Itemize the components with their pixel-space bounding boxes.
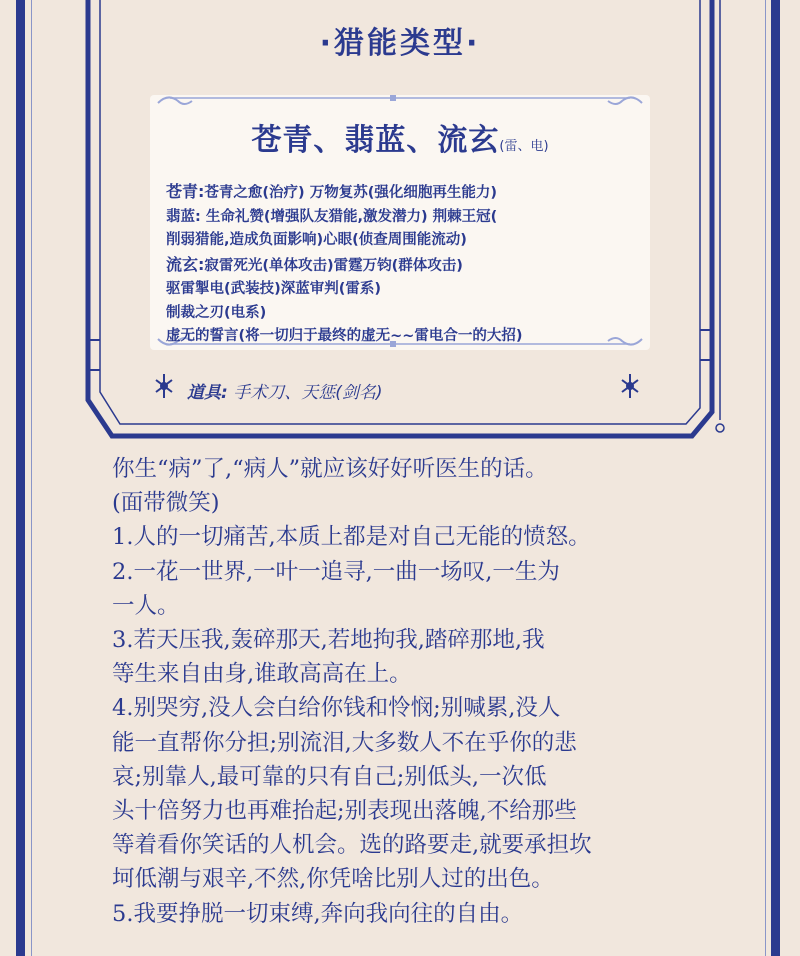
- quote-line: 1.人的一切痛苦,本质上都是对自己无能的愤怒。: [112, 524, 591, 551]
- card-heading-title: 苍青、翡蓝、流玄: [251, 123, 500, 158]
- skill-line: [166, 229, 656, 253]
- quote-line: 哀;别靠人,最可靠的只有自己;别低头,一次低: [112, 763, 547, 790]
- skill-text: 制裁之刃(电系): [166, 304, 267, 321]
- ornament-left-icon: [152, 372, 176, 400]
- section-title: ·猎能类型·: [319, 26, 481, 61]
- quote-line: 一人。: [112, 592, 180, 619]
- item-text: 手术刀、天惩(剑名): [233, 383, 383, 403]
- ornament-right-icon: [618, 372, 642, 400]
- quote-line: 坷低潮与艰辛,不然,你凭啥比别人过的出色。: [112, 866, 554, 893]
- skill-text: 虚无的誓言(将一切归于最终的虚无~~雷电合一的大招): [166, 328, 523, 344]
- skill-line: [166, 206, 656, 230]
- item-row: [187, 378, 382, 403]
- quote-line: 你生“病”了,“病人”就应该好好听医生的话。: [112, 456, 548, 482]
- skill-line: [166, 180, 656, 206]
- skill-line: [166, 278, 656, 302]
- quote-line: 4.别哭穷,没人会白给你钱和怜悯;别喊累,没人: [112, 695, 561, 722]
- skill-label: 流玄:: [166, 254, 205, 274]
- skill-line: [166, 302, 656, 326]
- skill-label: 苍青:: [166, 182, 205, 201]
- quote-line: 能一直帮你分担;别流泪,大多数人不在乎你的悲: [112, 729, 577, 756]
- quote-line: 等着看你笑话的人机会。选的路要走,就要承担坎: [112, 832, 592, 859]
- card-heading-sub: (雷、电): [499, 139, 549, 154]
- quote-line: 头十倍努力也再难抬起;别表现出落魄,不给那些: [112, 798, 577, 825]
- skill-text: 驱雷掣电(武装技)深蓝审判(雷系): [166, 281, 382, 297]
- quote-line: 3.若天压我,轰碎那天,若地拘我,踏碎那地,我: [112, 627, 545, 654]
- quotes-text: [112, 452, 712, 931]
- skills-list: [166, 180, 656, 349]
- skill-text: 翡蓝: 生命礼赞(增强队友猎能,激发潜力) 荆棘王冠(: [166, 208, 498, 225]
- quote-line: 2.一花一世界,一叶一追寻,一曲一场叹,一生为: [112, 558, 560, 585]
- skill-text: 削弱猎能,造成负面影响)心眼(侦查周围能流动): [166, 232, 467, 248]
- skill-text: 苍青之愈(治疗) 万物复苏(强化细胞再生能力): [204, 185, 497, 201]
- quote-line: (面带微笑): [112, 490, 220, 517]
- quote-line: 5.我要挣脱一切束缚,奔向我向往的自由。: [112, 900, 524, 927]
- item-label: 道具:: [187, 383, 228, 403]
- skill-text: 寂雷死光(单体攻击)雷霆万钧(群体攻击): [204, 257, 463, 274]
- card-heading: [0, 115, 800, 159]
- skill-line: [166, 253, 656, 279]
- quote-line: 等生来自由身,谁敢高高在上。: [112, 661, 412, 688]
- skill-line: [166, 325, 656, 349]
